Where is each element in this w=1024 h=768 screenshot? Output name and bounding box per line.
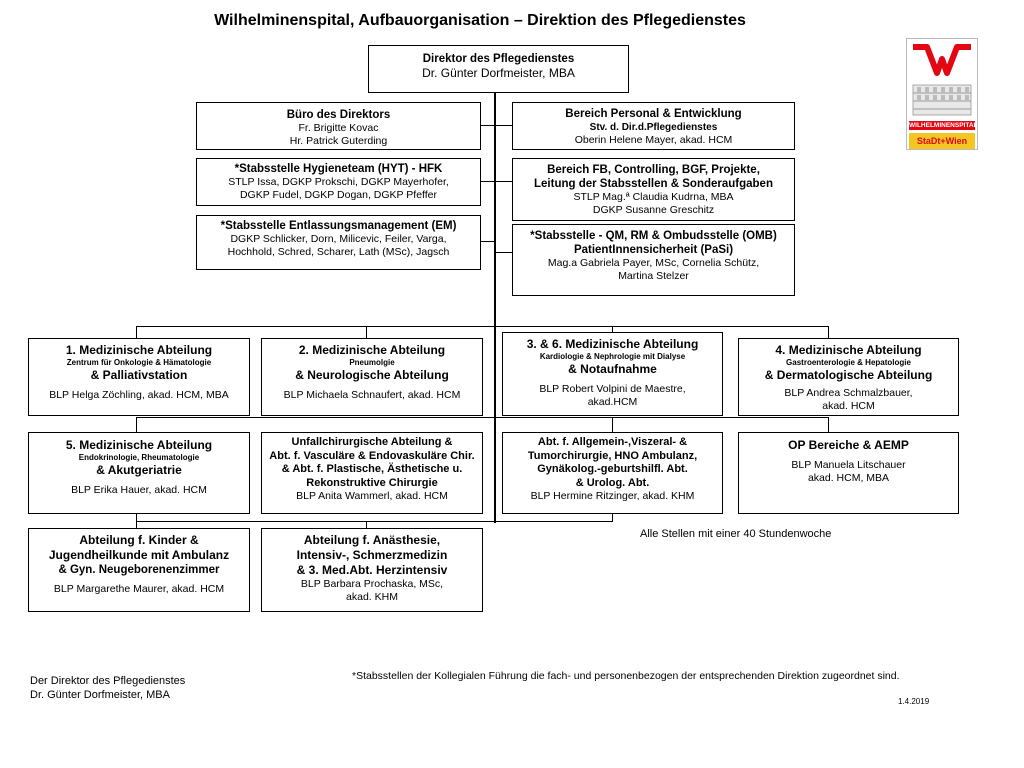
hospital-logo <box>906 38 978 150</box>
dept-line: BLP Manuela Litschauer <box>791 459 906 471</box>
dept-box-surgery-trauma <box>261 432 483 514</box>
logo-band: WILHELMINENSPITAL <box>909 122 978 129</box>
dept-title: 5. Medizinische Abteilung <box>65 438 213 452</box>
dept-subtitle: Endokrinologie, Rheumatologie <box>78 453 200 462</box>
dept-title: Abteilung f. Kinder & <box>79 533 199 547</box>
dept-title: Abt. f. Vasculäre & Endovaskuläre Chir. <box>269 449 475 462</box>
dept-title-3: & Gyn. Neugeborenenzimmer <box>58 564 220 576</box>
dept-title-2: & Palliativstation <box>90 368 188 382</box>
dept-title: Tumorchirurgie, HNO Ambulanz, <box>527 449 698 462</box>
dept-title: Rekonstruktive Chirurgie <box>306 476 438 489</box>
director-box <box>368 45 629 93</box>
footer-note: *Stabsstellen der Kollegialen Führung die fach- und personenbezogen der entsprechenden Direktion zugeordnet sind. <box>352 670 900 682</box>
dept-line: akad. KHM <box>346 591 398 603</box>
footer-sign-name: Dr. Günter Dorfmeister, MBA <box>30 689 170 701</box>
staff-line: STLP Mag.ª Claudia Kudrna, MBA <box>573 191 734 203</box>
staff-title: Leitung der Stabsstellen & Sonderaufgaben <box>534 178 773 190</box>
connector-left-1 <box>480 125 494 126</box>
dept-box-surgery-general <box>502 432 723 514</box>
logo-city: StaDt+Wien <box>909 133 975 149</box>
staff-line: Hr. Patrick Guterding <box>289 135 388 147</box>
dept-line: BLP Helga Zöchling, akad. HCM, MBA <box>49 389 229 401</box>
dept-title: Intensiv-, Schmerzmedizin <box>296 548 448 562</box>
page-title: Wilhelminenspital, Aufbauorganisation – Direktion des Pflegedienstes <box>214 12 746 29</box>
connector-drop-2 <box>366 326 367 338</box>
connector-drop-4 <box>828 326 829 338</box>
connector-right-2 <box>496 181 512 182</box>
dept-subtitle: Zentrum für Onkologie & Hämatologie <box>66 358 212 367</box>
staff-title: PatientInnensicherheit (PaSi) <box>573 244 734 256</box>
staff-subtitle: Stv. d. Dir.d.Pflegedienstes <box>589 122 718 133</box>
dept-line: BLP Andrea Schmalzbauer, <box>784 387 913 399</box>
note-hours: Alle Stellen mit einer 40 Stundenwoche <box>640 528 832 540</box>
staff-line: STLP Issa, DGKP Prokschi, DGKP Mayerhofer, <box>228 176 449 188</box>
staff-line: Hochhold, Schred, Scharer, Lath (MSc), Jagsch <box>227 246 450 258</box>
director-title: Direktor des Pflegedienstes <box>422 53 575 65</box>
dept-line: BLP Michaela Schnaufert, akad. HCM <box>283 389 461 401</box>
dept-line: BLP Robert Volpini de Maestre, <box>539 383 686 395</box>
dept-line: akad. HCM <box>822 400 875 412</box>
dept-title: & Urolog. Abt. <box>575 476 650 489</box>
staff-line: DGKP Schlicker, Dorn, Milicevic, Feiler, Varga, <box>230 233 447 245</box>
staff-title: *Stabsstelle Entlassungsmanagement (EM) <box>220 220 457 232</box>
staff-title: *Stabsstelle - QM, RM & Ombudsstelle (OMB) <box>530 230 777 242</box>
dept-title: 2. Medizinische Abteilung <box>298 343 446 357</box>
dept-title: 3. & 6. Medizinische Abteilung <box>526 337 699 351</box>
staff-title: Bereich FB, Controlling, BGF, Projekte, <box>547 164 760 176</box>
staff-box-office <box>196 102 481 150</box>
connector-drop-1 <box>136 326 137 338</box>
staff-line: Oberin Helene Mayer, akad. HCM <box>574 134 733 146</box>
connector-left-2 <box>480 181 494 182</box>
dept-line: BLP Barbara Prochaska, MSc, <box>300 578 444 590</box>
dept-box-op <box>738 432 959 514</box>
dept-line: akad.HCM <box>587 396 638 408</box>
connector-left-3 <box>480 241 494 242</box>
dept-title-2: & Neurologische Abteilung <box>295 368 449 382</box>
dept-box-anesthesia <box>261 528 483 612</box>
staff-title: *Stabsstelle Hygieneteam (HYT) - HFK <box>234 163 443 175</box>
dept-line: BLP Erika Hauer, akad. HCM <box>71 484 207 496</box>
dept-title: Gynäkolog.-geburtshilfl. Abt. <box>537 463 688 475</box>
dept-subtitle: Gastroenterologie & Hepatologie <box>786 358 911 367</box>
footer-date: 1.4.2019 <box>898 697 930 706</box>
dept-box-med3-6 <box>502 332 723 416</box>
staff-box-discharge <box>196 215 481 270</box>
dept-title: 4. Medizinische Abteilung <box>775 343 922 357</box>
staff-line: DGKP Fudel, DGKP Dogan, DGKP Pfeffer <box>239 189 438 201</box>
dept-line: BLP Anita Wammerl, akad. HCM <box>296 490 448 502</box>
dept-subtitle: Pneumolgie <box>349 358 395 367</box>
dept-box-pediatrics <box>28 528 250 612</box>
connector-right-3 <box>496 252 512 253</box>
connector-row2-top <box>612 417 829 418</box>
staff-line: Fr. Brigitte Kovac <box>298 122 379 134</box>
connector-right-1 <box>496 125 512 126</box>
dept-title-2: & Notaufnahme <box>568 362 657 376</box>
dept-title: Abteilung f. Anästhesie, <box>303 533 441 547</box>
dept-line: BLP Margarethe Maurer, akad. HCM <box>53 583 225 595</box>
dept-title-2: & Akutgeriatrie <box>96 463 182 477</box>
dept-box-med2 <box>261 338 483 416</box>
connector-drop-op <box>828 417 829 432</box>
staff-box-controlling <box>512 158 795 221</box>
staff-line: DGKP Susanne Greschitz <box>592 204 715 216</box>
dept-title: 1. Medizinische Abteilung <box>65 343 213 357</box>
staff-title: Bereich Personal & Entwicklung <box>565 108 742 120</box>
dept-line: BLP Hermine Ritzinger, akad. KHM <box>530 490 695 502</box>
dept-title: Jugendheilkunde mit Ambulanz <box>48 548 230 562</box>
w-logo-icon <box>907 39 977 119</box>
staff-box-quality <box>512 224 795 296</box>
dept-line: akad. HCM, MBA <box>807 472 890 484</box>
dept-title: Abt. f. Allgemein-,Viszeral- & <box>537 436 688 448</box>
dept-box-med4 <box>738 338 959 416</box>
staff-box-hygiene <box>196 158 481 206</box>
dept-box-med1 <box>28 338 250 416</box>
staff-line: Martina Stelzer <box>618 270 689 282</box>
staff-line: Mag.a Gabriela Payer, MSc, Cornelia Schütz, <box>547 257 760 269</box>
staff-box-personnel <box>512 102 795 150</box>
connector-dept-bus <box>136 326 829 327</box>
dept-title-2: & Dermatologische Abteilung <box>764 368 933 382</box>
dept-subtitle: Kardiologie & Nephrologie mit Dialyse <box>539 352 686 361</box>
footer-sign-title: Der Direktor des Pflegedienstes <box>30 675 186 687</box>
dept-title: OP Bereiche & AEMP <box>788 438 909 452</box>
dept-title: & 3. Med.Abt. Herzintensiv <box>296 563 448 577</box>
dept-title: Unfallchirurgische Abteilung & <box>291 436 453 448</box>
staff-title: Büro des Direktors <box>286 109 391 121</box>
director-name: Dr. Günter Dorfmeister, MBA <box>422 66 575 80</box>
dept-box-med5 <box>28 432 250 514</box>
dept-title: & Abt. f. Plastische, Ästhetische u. <box>281 463 463 475</box>
